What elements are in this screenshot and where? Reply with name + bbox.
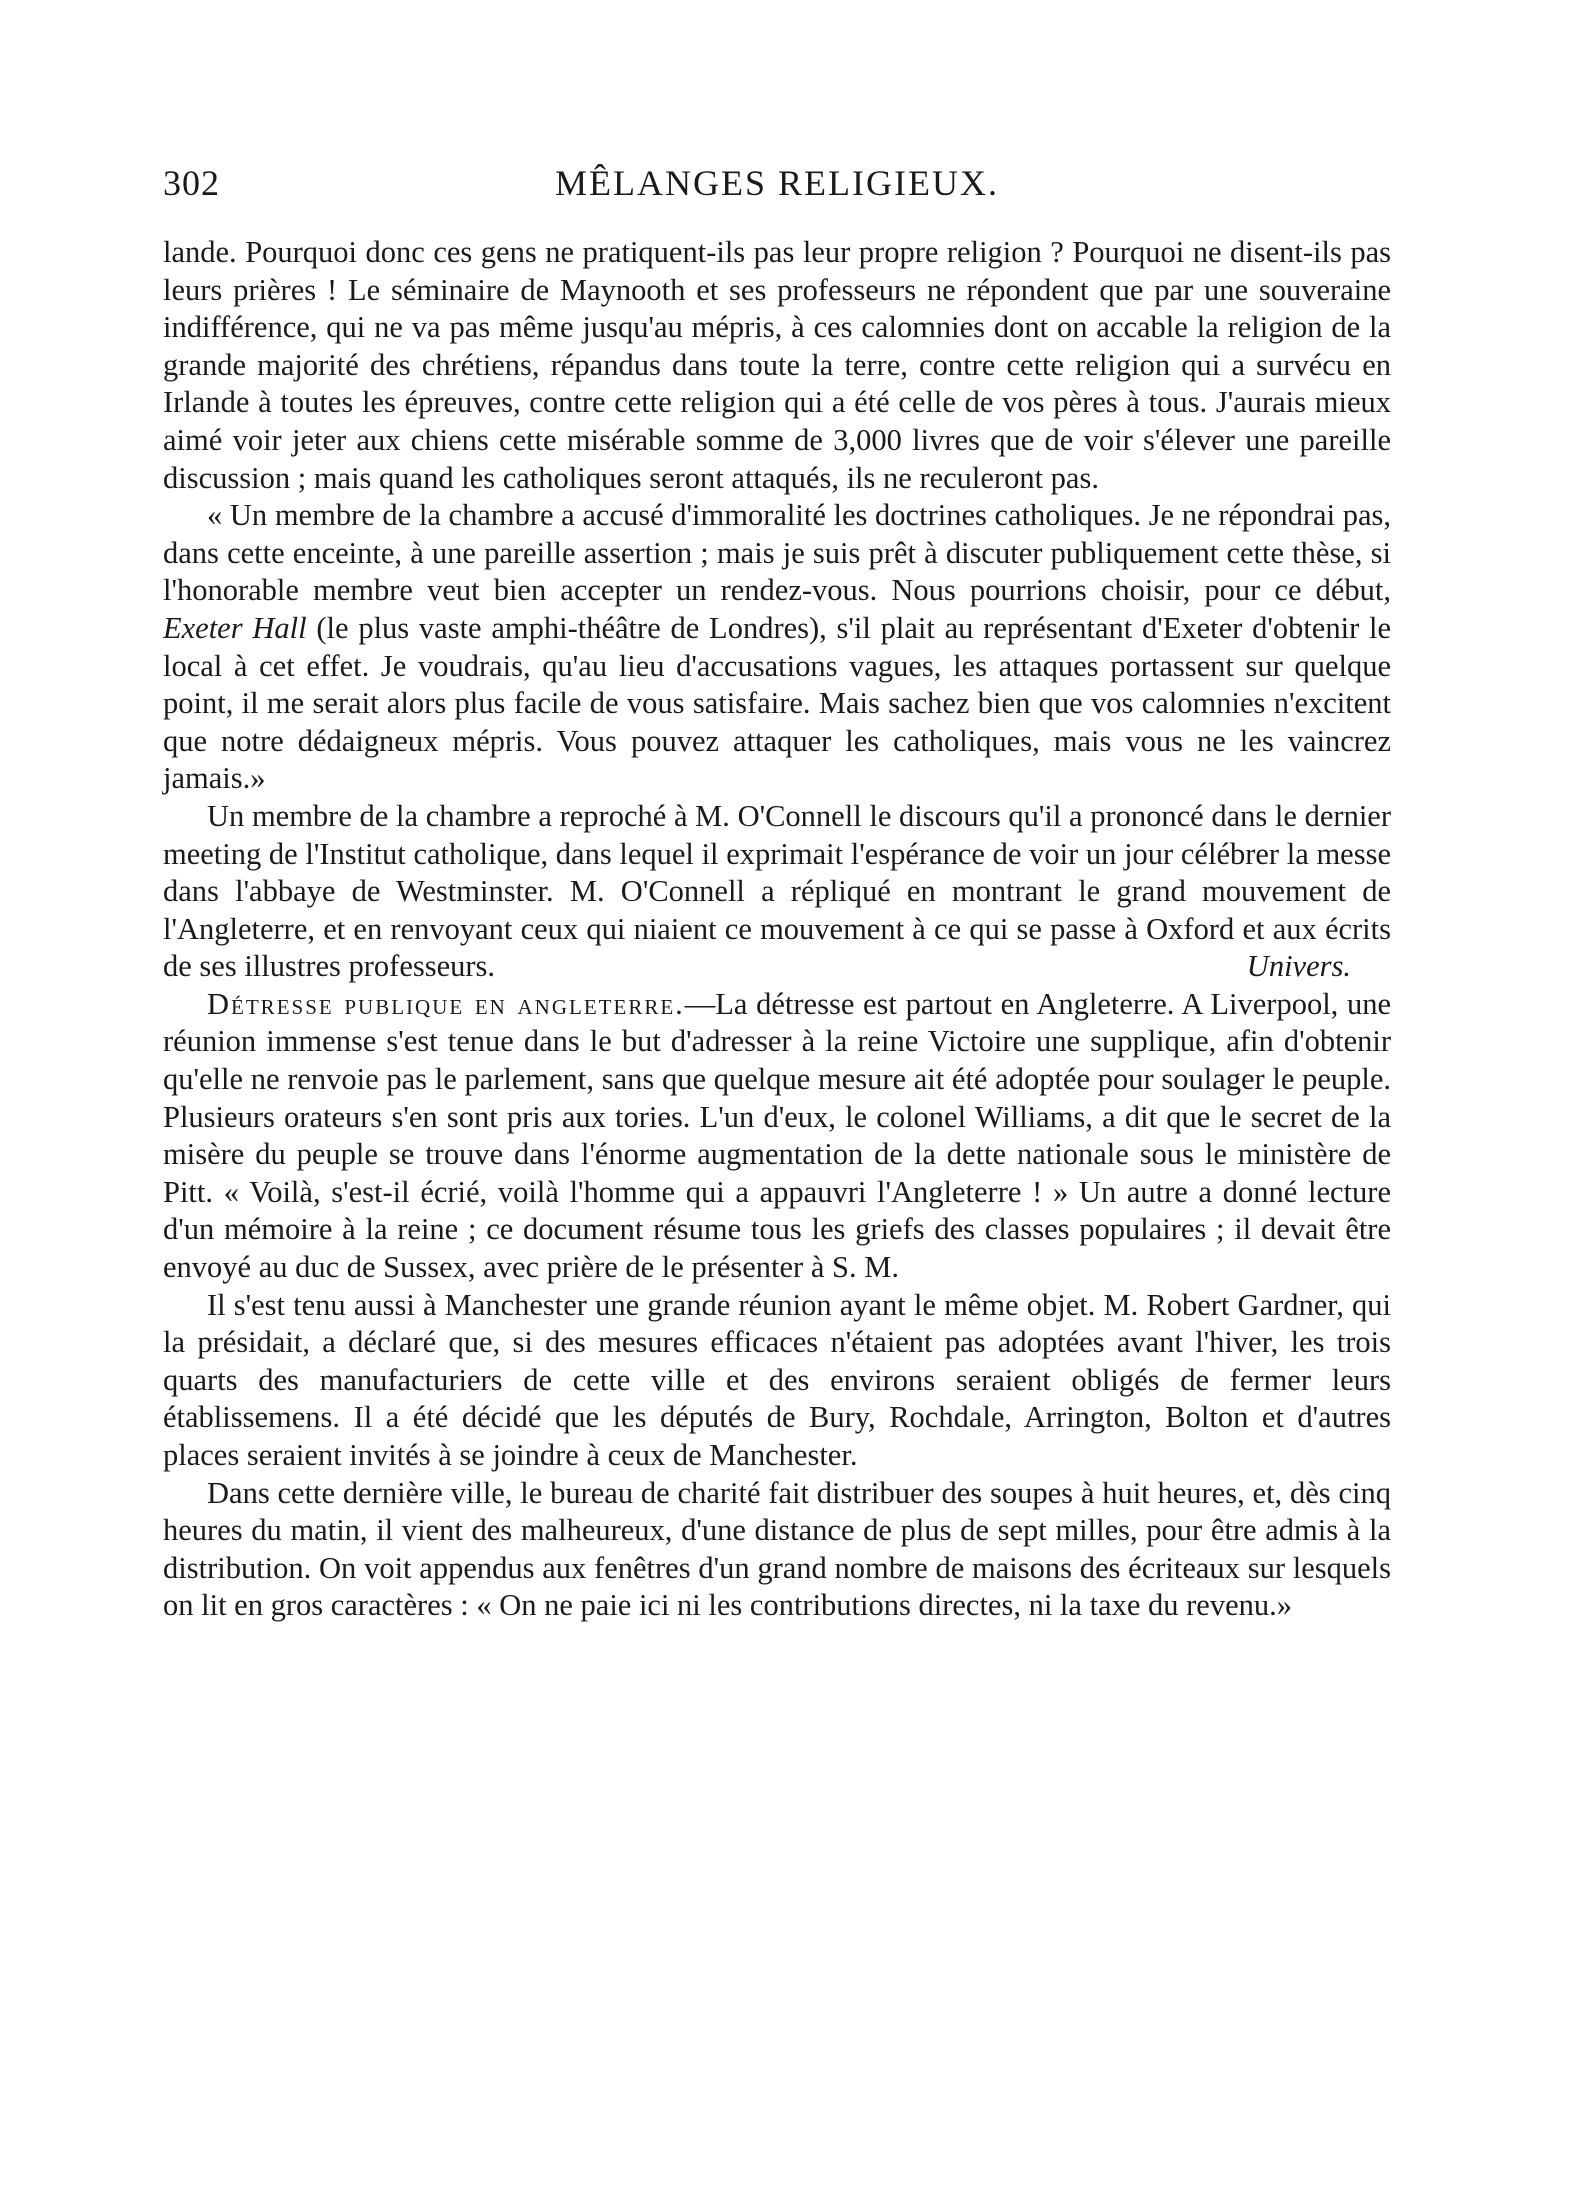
italic-place-name: Exeter Hall xyxy=(163,610,307,645)
paragraph-charite xyxy=(163,1475,1391,1625)
source-attribution: Univers. xyxy=(1246,949,1351,984)
running-title: MÊLANGES RELIGIEUX. xyxy=(555,163,999,203)
paragraph-text: lande. Pourquoi donc ces gens ne pratiquent-ils pas leur propre religion ? Pourquoi ne disent-ils pas leurs prières ! Le séminaire de Maynooth et ses professeurs ne répondent que par une souveraine indifférence, qui ne va pas même jusqu'au mépris, à ces calomnies dont on accable la religion de la grande majorité des chrétiens, répandus dans toute la terre, contre cette religion qui a survécu en Irlande à toutes les épreuves, contre cette religion qui a été celle de vos pères à tous. J'aurais mieux aimé voir jeter aux chiens cette misérable somme de 3,000 livres que de voir s'élever une pareille discussion ; mais quand les catholiques seront attaqués, ils ne reculeront pas. xyxy=(163,235,1391,495)
paragraph-text: « Un membre de la chambre a accusé d'immoralité les doctrines catholiques. Je ne répondrai pas, dans cette enceinte, à une pareille assertion ; mais je suis prêt à discuter publiquement cette thèse, si l'honorable membre veut bien accepter un rendez-vous. Nous pourrions choisir, pour ce début, xyxy=(163,498,1391,608)
paragraph-text: —La détresse est partout en Angleterre. A Liverpool, une réunion immense s'est tenue dans le but d'adresser à la reine Victoire une supplique, afin d'obtenir qu'elle ne renvoie pas le parlement, sans que quelque mesure ait été adoptée pour soulager le peuple. Plusieurs orateurs s'en sont pris aux tories. L'un d'eux, le colonel Williams, a dit que le secret de la misère du peuple se trouve dans l'énorme augmentation de la dette nationale sous le ministère de Pitt. « Voilà, s'est-il écrié, voilà l'homme qui a appauvri l'Angleterre ! » Un autre a donné lecture d'un mémoire à la reine ; ce document résume tous les griefs des classes populaires ; il devait être envoyé au duc de Sussex, avec prière de le présenter à S. M. xyxy=(163,986,1391,1285)
paragraph-quote xyxy=(163,497,1391,798)
paragraph-text: (le plus vaste amphi-théâtre de Londres), s'il plait au représentant d'Exeter d'obtenir le local à cet effet. Je voudrais, qu'au lieu d'accusations vagues, les attaques portassent sur quelque point, il me serait alors plus facile de vous satisfaire. Mais sachez bien que vos calomnies n'excitent que notre dédaigneux mépris. Vous pouvez attaquer les catholiques, mais vous ne les vaincrez jamais.» xyxy=(163,610,1392,796)
section-heading: Détresse publique en angleterre. xyxy=(207,986,685,1021)
paragraph-oconnell xyxy=(163,798,1391,986)
page xyxy=(163,162,1391,1625)
running-head xyxy=(163,162,1391,212)
paragraph-continuation xyxy=(163,234,1391,497)
paragraph-text: Dans cette dernière ville, le bureau de charité fait distribuer des soupes à huit heures, et, dès cinq heures du matin, il vient des malheureux, d'une distance de plus de sept milles, pour être admis à la distribution. On voit appendus aux fenêtres d'un grand nombre de maisons des écriteaux sur lesquels on lit en gros caractères : « On ne paie ici ni les contributions directes, ni la taxe du revenu.» xyxy=(163,1475,1391,1623)
page-number: 302 xyxy=(163,163,220,203)
paragraph-detresse xyxy=(163,986,1391,1287)
paragraph-manchester xyxy=(163,1287,1391,1475)
body-text xyxy=(163,234,1391,1625)
paragraph-text: Il s'est tenu aussi à Manchester une grande réunion ayant le même objet. M. Robert Gardner, qui la présidait, a déclaré que, si des mesures efficaces n'étaient pas adoptées avant l'hiver, les trois quarts des manufacturiers de cette ville et des environs seraient obligés de fermer leurs établissemens. Il a été décidé que les députés de Bury, Rochdale, Arrington, Bolton et d'autres places seraient invités à se joindre à ceux de Manchester. xyxy=(163,1287,1391,1472)
paragraph-text: Un membre de la chambre a reproché à M. O'Connell le discours qu'il a prononcé dans le dernier meeting de l'Institut catholique, dans lequel il exprimait l'espérance de voir un jour célébrer la messe dans l'abbaye de Westminster. M. O'Connell a répliqué en montrant le grand mouvement de l'Angleterre, et en renvoyant ceux qui niaient ce mouvement à ce qui se passe à Oxford et aux écrits de ses illustres professeurs. xyxy=(163,798,1391,984)
